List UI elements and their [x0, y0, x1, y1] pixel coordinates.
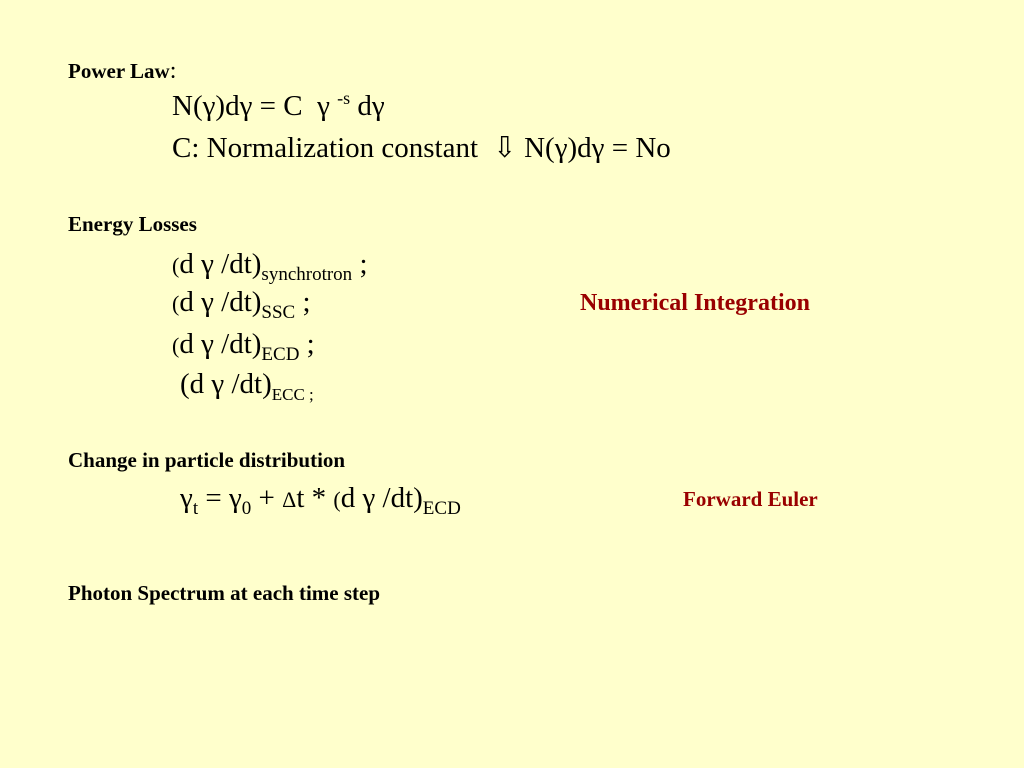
loss-expr: d γ /dt): [340, 482, 423, 514]
gamma-symbol: γ: [180, 482, 193, 514]
power-law-colon: :: [169, 58, 177, 84]
loss-expr: (d γ /dt): [180, 368, 272, 400]
t-star: t *: [296, 482, 334, 514]
power-law-heading: [68, 58, 176, 85]
plus: +: [251, 482, 283, 514]
sub-0: 0: [241, 498, 252, 519]
loss-tail: ;: [299, 328, 315, 360]
loss-paren: (: [172, 291, 180, 316]
loss-tail: ;: [295, 286, 311, 318]
loss-paren: (: [172, 333, 180, 358]
gamma-symbol: γ: [228, 482, 242, 514]
normalization-rhs: N(γ)dγ = No: [524, 132, 671, 164]
loss-ecc: [180, 368, 314, 404]
euler-equation: [180, 482, 461, 519]
power-law-rhs: dγ: [357, 90, 385, 122]
loss-expr: d γ /dt): [179, 248, 262, 280]
power-law-equation: [172, 88, 385, 122]
power-law-heading-text: Power Law: [68, 59, 170, 83]
loss-paren: (: [333, 487, 341, 512]
loss-sub: synchrotron: [261, 264, 353, 285]
loss-ecd: [172, 328, 315, 365]
power-law-exponent: -s: [337, 88, 351, 108]
sub-t: t: [192, 498, 199, 519]
loss-tail: ;: [352, 248, 368, 280]
photon-heading: Photon Spectrum at each time step: [68, 581, 381, 605]
normalization-equation: [172, 134, 671, 163]
energy-losses-heading: Energy Losses: [68, 212, 197, 236]
change-heading: Change in particle distribution: [68, 448, 346, 472]
numerical-integration-label: Numerical Integration: [580, 290, 810, 316]
loss-expr: d γ /dt): [179, 328, 262, 360]
sub-ecd: ECD: [422, 498, 461, 519]
loss-sub: SSC: [261, 302, 296, 323]
normalization-text: C: Normalization constant: [172, 132, 479, 164]
gamma-symbol: γ: [317, 90, 330, 122]
loss-expr: d γ /dt): [179, 286, 262, 318]
loss-paren: (: [172, 253, 180, 278]
down-arrow-icon: ⇩: [492, 132, 517, 164]
forward-euler-label: Forward Euler: [683, 487, 818, 511]
loss-ssc: [172, 286, 311, 323]
equals: =: [198, 482, 229, 514]
loss-sub: ECC ;: [271, 385, 314, 404]
delta-symbol: Δ: [282, 487, 297, 512]
power-law-lhs: N(γ)dγ = C: [172, 90, 303, 122]
loss-sub: ECD: [261, 344, 300, 365]
loss-synchrotron: [172, 248, 368, 285]
